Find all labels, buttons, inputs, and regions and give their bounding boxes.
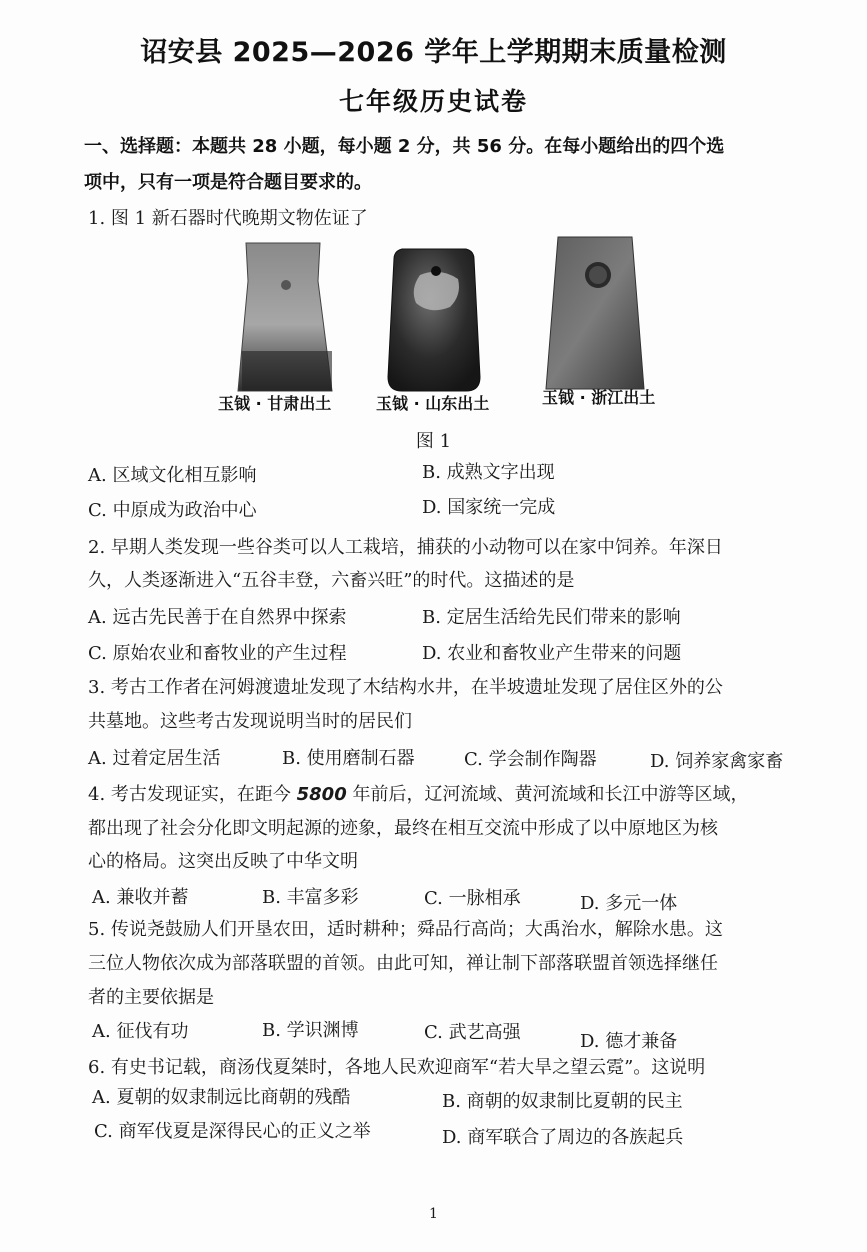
q5-option-a[interactable]: A. 征伐有功 bbox=[92, 1021, 189, 1042]
figure-caption-gansu: 玉钺 · 甘肃出土 bbox=[218, 394, 332, 413]
q4-option-a[interactable]: A. 兼收并蓄 bbox=[92, 887, 189, 908]
q2-option-c[interactable]: C. 原始农业和畜牧业的产生过程 bbox=[88, 643, 347, 664]
jade-axe-zhejiang-image bbox=[540, 233, 650, 393]
q3-option-b[interactable]: B. 使用磨制石器 bbox=[282, 748, 415, 769]
figure-caption-zhejiang: 玉钺 · 浙江出土 bbox=[542, 388, 656, 407]
q4-option-b[interactable]: B. 丰富多彩 bbox=[262, 887, 359, 908]
q5-option-d[interactable]: D. 德才兼备 bbox=[580, 1031, 678, 1052]
q4-stem-line2: 都出现了社会分化即文明起源的迹象，最终在相互交流中形成了以中原地区为核 bbox=[88, 818, 718, 839]
q2-option-a[interactable]: A. 远古先民善于在自然界中探索 bbox=[88, 607, 347, 628]
jade-axe-shandong-image bbox=[380, 245, 488, 395]
q6-option-a[interactable]: A. 夏朝的奴隶制远比商朝的残酷 bbox=[92, 1087, 351, 1108]
q1-stem: 1. 图 1 新石器时代晚期文物佐证了 bbox=[88, 208, 368, 229]
q1-option-d[interactable]: D. 国家统一完成 bbox=[422, 497, 556, 518]
q3-option-c[interactable]: C. 学会制作陶器 bbox=[464, 749, 597, 770]
figure-caption-shandong: 玉钺 · 山东出土 bbox=[376, 394, 490, 413]
q4-option-c[interactable]: C. 一脉相承 bbox=[424, 888, 521, 909]
q6-option-c[interactable]: C. 商军伐夏是深得民心的正义之举 bbox=[94, 1121, 371, 1142]
q1-option-b[interactable]: B. 成熟文字出现 bbox=[422, 462, 555, 483]
q5-stem-line3: 者的主要依据是 bbox=[88, 987, 214, 1008]
q3-option-a[interactable]: A. 过着定居生活 bbox=[88, 748, 221, 769]
q3-stem-line1: 3. 考古工作者在河姆渡遗址发现了木结构水井，在半坡遗址发现了居住区外的公 bbox=[88, 677, 723, 698]
figure-1-label: 图 1 bbox=[415, 431, 452, 452]
q4-stem-line3: 心的格局。这突出反映了中华文明 bbox=[88, 851, 358, 872]
exam-title: 诏安县 2025—2026 学年上学期期末质量检测 bbox=[140, 37, 727, 68]
q6-option-b[interactable]: B. 商朝的奴隶制比夏朝的民主 bbox=[442, 1091, 683, 1112]
q3-option-d[interactable]: D. 饲养家禽家畜 bbox=[650, 751, 784, 772]
jade-axe-gansu-image bbox=[232, 241, 344, 393]
q1-option-c[interactable]: C. 中原成为政治中心 bbox=[88, 500, 257, 521]
q5-option-c[interactable]: C. 武艺高强 bbox=[424, 1022, 521, 1043]
q4-handwritten-year: 5800 bbox=[296, 784, 347, 805]
q2-stem-line1: 2. 早期人类发现一些谷类可以人工栽培，捕获的小动物可以在家中饲养。年深日 bbox=[88, 537, 723, 558]
q6-option-d[interactable]: D. 商军联合了周边的各族起兵 bbox=[442, 1127, 684, 1148]
q2-stem-line2: 久，人类逐渐进入“五谷丰登，六畜兴旺”的时代。这描述的是 bbox=[88, 570, 575, 591]
page-number: 1 bbox=[429, 1206, 438, 1222]
section-instructions-line1: 一、选择题：本题共 28 小题，每小题 2 分，共 56 分。在每小题给出的四个选 bbox=[84, 136, 725, 157]
q4-stem-line1: 4. 考古发现证实，在距今 5800 年前后，辽河流域、黄河流域和长江中游等区域， bbox=[88, 784, 749, 805]
q4-option-d[interactable]: D. 多元一体 bbox=[580, 893, 678, 914]
q2-option-d[interactable]: D. 农业和畜牧业产生带来的问题 bbox=[422, 643, 682, 664]
q5-stem-line1: 5. 传说尧鼓励人们开垦农田，适时耕种；舜品行高尚；大禹治水，解除水患。这 bbox=[88, 919, 723, 940]
q2-option-b[interactable]: B. 定居生活给先民们带来的影响 bbox=[422, 607, 681, 628]
q6-stem-line1: 6. 有史书记载，商汤伐夏桀时，各地人民欢迎商军“若大旱之望云霓”。这说明 bbox=[88, 1057, 706, 1078]
section-instructions-line2: 项中，只有一项是符合题目要求的。 bbox=[84, 172, 372, 193]
exam-subtitle: 七年级历史试卷 bbox=[338, 87, 528, 116]
q1-option-a[interactable]: A. 区域文化相互影响 bbox=[88, 465, 257, 486]
q5-option-b[interactable]: B. 学识渊博 bbox=[262, 1020, 359, 1041]
q3-stem-line2: 共墓地。这些考古发现说明当时的居民们 bbox=[88, 711, 412, 732]
figure-1-artifacts bbox=[212, 223, 670, 413]
q5-stem-line2: 三位人物依次成为部落联盟的首领。由此可知，禅让制下部落联盟首领选择继任 bbox=[88, 953, 718, 974]
